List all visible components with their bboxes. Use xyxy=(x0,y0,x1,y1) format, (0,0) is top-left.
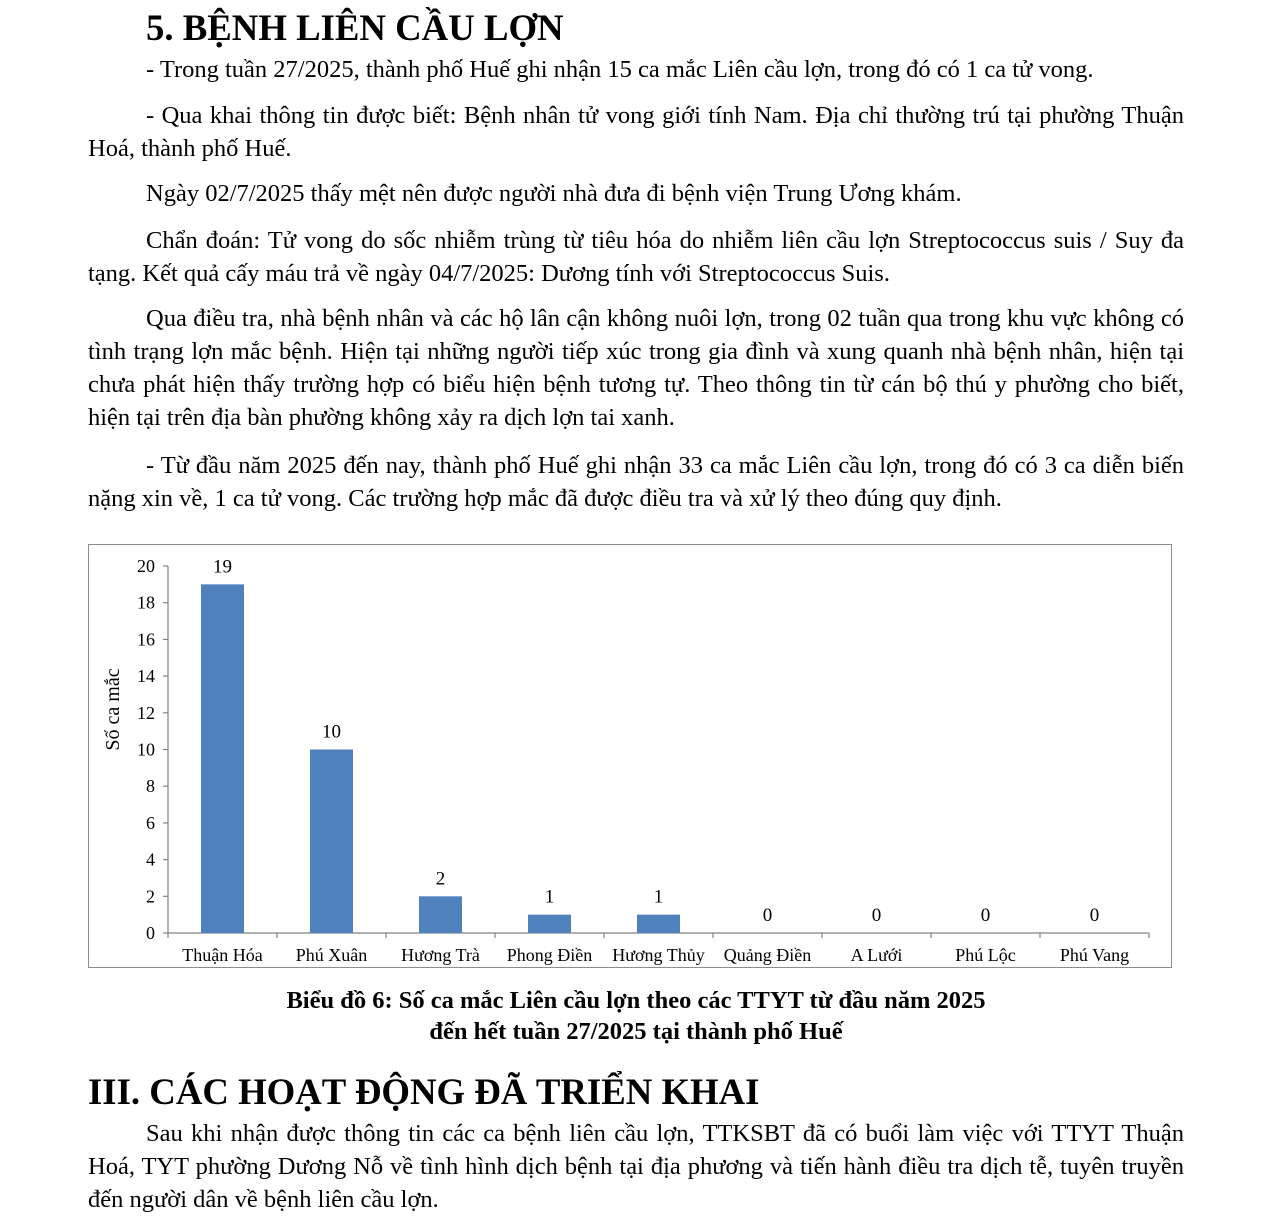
bar-value-label: 0 xyxy=(1089,905,1100,926)
section-3-heading: III. CÁC HOẠT ĐỘNG ĐÃ TRIỂN KHAI xyxy=(88,1071,760,1112)
section-5-heading: 5. BỆNH LIÊN CẦU LỢN xyxy=(146,7,564,48)
bar-value-label: 10 xyxy=(322,721,341,743)
paragraph-week-summary: - Trong tuần 27/2025, thành phố Huế ghi nhận 15 ca mắc Liên cầu lợn, trong đó có 1 ca tử vong. xyxy=(146,56,1094,83)
y-tick-label: 12 xyxy=(137,702,155,723)
bar xyxy=(201,584,244,933)
x-category-label: Quảng Điền xyxy=(723,945,812,965)
caption-line-1: Biểu đồ 6: Số ca mắc Liên cầu lợn theo các TTYT từ đầu năm 2025 xyxy=(286,987,986,1014)
x-category-label: Thuận Hóa xyxy=(182,945,263,965)
bar xyxy=(637,915,680,933)
y-tick-label: 20 xyxy=(137,556,155,576)
chart-svg xyxy=(89,545,1173,969)
y-tick-label: 16 xyxy=(137,629,155,650)
y-tick-label: 4 xyxy=(146,849,155,870)
x-category-label: Phong Điền xyxy=(506,945,593,965)
bar-value-label: 1 xyxy=(653,886,664,908)
bar xyxy=(528,915,571,933)
x-category-label: Hương Trà xyxy=(401,945,480,965)
paragraph-activities: Sau khi nhận được thông tin các ca bệnh liên cầu lợn, TTKSBT đã có buổi làm việc với TTYT Thuận Hoá, TYT phường Dương Nỗ về tình hình dịch bệnh tại địa phương và tiến hành điều tra dịch tễ, tuyên truyền đến người dân về bệnh liên cầu lợn. xyxy=(88,1120,1184,1213)
x-category-label: Hương Thủy xyxy=(612,945,705,965)
x-category-label: Phú Lộc xyxy=(955,945,1016,965)
x-category-label: A Lưới xyxy=(850,945,903,965)
paragraph-patient-info: - Qua khai thông tin được biết: Bệnh nhân tử vong giới tính Nam. Địa chỉ thường trú tại phường Thuận Hoá, thành phố Huế. xyxy=(88,102,1184,162)
caption-line-2: đến hết tuần 27/2025 tại thành phố Huế xyxy=(429,1018,843,1045)
x-category-label: Phú Xuân xyxy=(295,945,368,965)
paragraph-hospital-visit: Ngày 02/7/2025 thấy mệt nên được người nhà đưa đi bệnh viện Trung Ương khám. xyxy=(146,180,962,207)
y-tick-label: 10 xyxy=(137,739,155,760)
bar xyxy=(419,896,462,933)
paragraph-diagnosis: Chẩn đoán: Tử vong do sốc nhiễm trùng từ tiêu hóa do nhiễm liên cầu lợn Streptococcus suis / Suy đa tạng. Kết quả cấy máu trả về ngày 04/7/2025: Dương tính với Streptococcus Suis. xyxy=(88,227,1184,287)
y-tick-label: 8 xyxy=(146,776,155,797)
y-axis-title: Số ca mắc xyxy=(102,668,124,751)
y-tick-label: 14 xyxy=(137,666,155,687)
bar-value-label: 0 xyxy=(762,905,773,926)
bar-value-label: 0 xyxy=(871,905,882,926)
paragraph-investigation: Qua điều tra, nhà bệnh nhân và các hộ lân cận không nuôi lợn, trong 02 tuần qua trong khu vực không có tình trạng lợn mắc bệnh. Hiện tại những người tiếp xúc trong gia đình và xung quanh nhà bệnh nhân, hiện tại chưa phát hiện thấy trường hợp có biểu hiện bệnh tương tự. Theo thông tin từ cán bộ thú y phường cho biết, hiện tại trên địa bàn phường không xảy ra dịch lợn tai xanh. xyxy=(88,305,1184,431)
bar xyxy=(310,750,353,934)
bar-chart xyxy=(88,544,1172,968)
y-tick-label: 0 xyxy=(146,923,155,943)
y-tick-label: 6 xyxy=(146,812,155,833)
paragraph-year-summary: - Từ đầu năm 2025 đến nay, thành phố Huế ghi nhận 33 ca mắc Liên cầu lợn, trong đó có 3 ca diễn biến nặng xin về, 1 ca tử vong. Các trường hợp mắc đã được điều tra và xử lý theo đúng quy định. xyxy=(88,452,1184,512)
y-tick-label: 18 xyxy=(137,592,155,613)
bar-value-label: 1 xyxy=(544,886,555,908)
y-tick-label: 2 xyxy=(146,886,155,907)
bar-value-label: 2 xyxy=(435,868,446,890)
bar-value-label: 0 xyxy=(980,905,991,926)
bar-value-label: 19 xyxy=(213,556,232,578)
chart-caption xyxy=(88,985,1184,1047)
x-category-label: Phú Vang xyxy=(1059,945,1130,965)
